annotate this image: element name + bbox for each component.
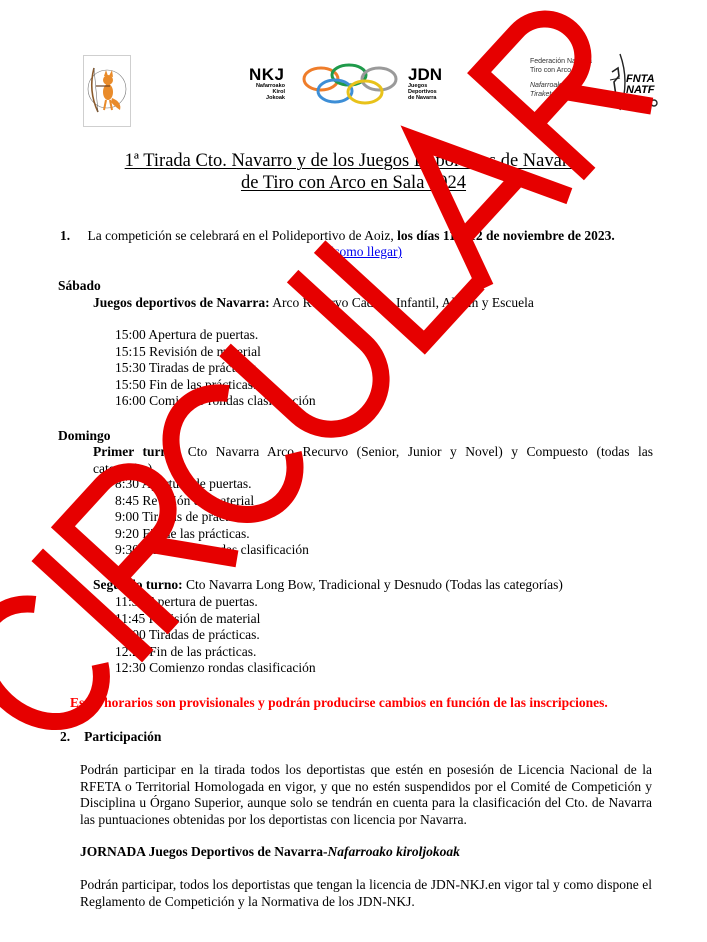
fnta-line: Tiraketa Federazioa — [530, 90, 593, 98]
jdn-sub-line: Deportivos — [408, 89, 437, 95]
provisional-schedule-notice: Estos horarios son provisionales y podrán producirse cambios en función de las inscripciones. — [70, 695, 608, 710]
nkj-jdn-logo — [249, 63, 445, 105]
nkj-sub-line: Nafarroako — [255, 83, 285, 89]
fnta-badge — [626, 74, 655, 96]
second-turn-text: Cto Navarra Long Bow, Tradicional y Desnudo (Todas las categorías) — [182, 577, 563, 592]
directions-link[interactable]: (como llegar) — [328, 244, 403, 259]
fnta-line: Nafarroako Arku — [530, 82, 581, 89]
schedule-item: 9:20 Fin de las prácticas. — [115, 525, 250, 541]
schedule-item: 9:30 Comienzo rondas clasificación — [115, 542, 309, 557]
sunday-first-schedule — [115, 476, 309, 559]
saturday-event-categories: Arco Recurvo Cadete, Infantil, Alevín y Escuela — [269, 295, 534, 310]
schedule-item: 12:20 Fin de las prácticas. — [115, 643, 257, 659]
jdn-sub-line: de Navarra — [408, 95, 437, 101]
sunday-heading: Domingo — [58, 428, 111, 443]
schedule-item: 9:00 Tiradas de prácticas. — [115, 509, 253, 524]
schedule-item: 8:30 Apertura de puertas. — [115, 476, 252, 491]
second-turn-label: Segundo turno: — [93, 577, 183, 592]
schedule-item: 15:15 Revisión de material — [115, 343, 261, 359]
schedule-item: 11:30 Apertura de puertas. — [115, 594, 258, 609]
jornada-basque: Nafarroako kiroljokoak — [327, 844, 460, 859]
fnta-logo — [530, 52, 662, 112]
fnta-name-eu — [530, 82, 592, 99]
target-chain-icon — [626, 98, 658, 108]
section-1-line — [60, 228, 615, 245]
schedule-item: 15:50 Fin de las prácticas. — [115, 376, 257, 392]
schedule-item: 16:00 Comienzo rondas clasificación — [115, 393, 316, 408]
fnta-name-es — [530, 58, 592, 75]
sunday-second-turn — [93, 577, 563, 594]
fnta-badge-line: FNTA — [626, 73, 655, 85]
document-title — [0, 150, 707, 194]
rings-icon — [299, 63, 404, 107]
sunday-first-turn — [93, 444, 653, 477]
club-logo — [83, 55, 131, 127]
jornada-label: JORNADA Juegos Deportivos de Navarra- — [80, 844, 328, 859]
section-2-heading — [60, 729, 161, 746]
saturday-event — [93, 295, 534, 312]
section-2-title: Participación — [84, 729, 162, 744]
schedule-item: 11:45 Revisión de material — [115, 610, 261, 626]
fnta-line: Tiro con Arco — [530, 66, 571, 74]
section-1-text: La competición se celebrará en el Polideportivo de Aoiz, — [87, 228, 398, 243]
first-turn-text-cont: categorías) — [93, 460, 153, 476]
jdn-participation-paragraph: Podrán participar, todos los deportistas que tengan la licencia de JDN-NKJ.en vigor tal y como dispone el Reglamento de Competición y la Normativa de los JDN-NKJ. — [80, 877, 652, 909]
schedule-item: 12:00 Tiradas de prácticas. — [115, 627, 260, 642]
participation-paragraph: Podrán participar en la tirada todos los deportistas que estén en posesión de Licencia Nacional de la RFETA o Territorial Homologada en vigor, y que no estén suspendidos por el Comité de Competición y Disciplina u Órgano Superior, aunque solo se tendrán en cuenta para la clasificación del Cto. de Navarra las puntuaciones obtenidas por los deportistas con licencia por Navarra. — [80, 762, 652, 827]
stamp-letter-l — [320, 188, 479, 343]
jdn-sub-line: Juegos — [408, 83, 428, 89]
schedule-item: 15:30 Tiradas de prácticas. — [115, 360, 260, 375]
jdn-subtitle — [408, 83, 437, 101]
nkj-sub-line: Jokoak — [266, 95, 285, 101]
saturday-event-label: Juegos deportivos de Navarra: — [93, 295, 270, 310]
directions-link-wrap — [0, 244, 707, 261]
schedule-item: 15:00 Apertura de puertas. — [115, 327, 259, 342]
fnta-line: Federación Navarra — [530, 58, 592, 65]
jdn-text: JDN — [408, 65, 443, 84]
first-turn-label: Primer turno: — [93, 444, 180, 459]
title-line-2: de Tiro con Arco en Sala 2024 — [240, 173, 467, 193]
nkj-subtitle — [249, 83, 285, 101]
first-turn-text: Cto Navarra Arco Recurvo (Senior, Junior y Novel) y Compuesto (todas las — [179, 444, 653, 459]
schedule-item: 12:30 Comienzo rondas clasificación — [115, 660, 316, 675]
saturday-heading: Sábado — [58, 278, 101, 293]
fox-archer-icon — [84, 56, 130, 126]
saturday-schedule — [115, 327, 316, 410]
schedule-item: 8:45 Revisión de material — [115, 492, 255, 508]
jornada-heading — [80, 844, 460, 861]
fnta-badge-line: NATF — [626, 84, 655, 96]
section-1-dates: los días 11 y 12 de noviembre de 2023. — [397, 228, 615, 243]
sunday-second-schedule — [115, 594, 316, 677]
section-2-number: 2. — [60, 729, 71, 744]
stamp-letter-c — [0, 590, 116, 746]
title-line-1: 1ª Tirada Cto. Navarro y de los Juegos Deportivos de Navarra — [124, 151, 583, 171]
nkj-text: NKJ — [249, 65, 285, 84]
section-1-number: 1. — [60, 228, 71, 243]
nkj-sub-line: Kirol — [272, 89, 285, 95]
